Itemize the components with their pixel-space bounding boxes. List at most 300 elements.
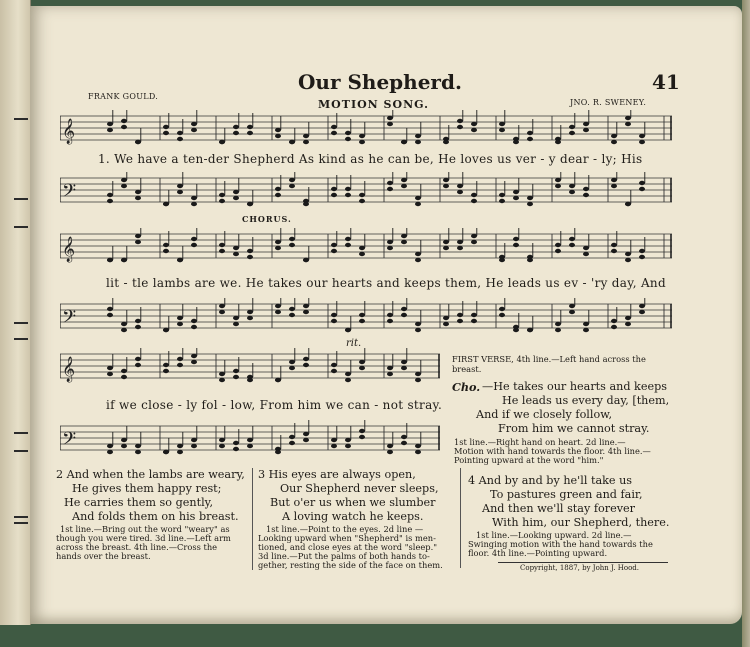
note-head [247, 202, 253, 206]
verse-3-line-3: But o'er us when we slumber [270, 496, 436, 509]
verse-4-line-3: And then we'll stay forever [482, 502, 635, 515]
note-head [625, 322, 631, 326]
verse-2-line-2: He gives them happy rest; [72, 482, 222, 495]
note-head [219, 304, 225, 308]
verse-4-line-2: To pastures green and fair, [490, 488, 643, 501]
note-head [625, 316, 631, 320]
note-head [135, 319, 141, 323]
note-head [345, 444, 351, 448]
note-head [387, 122, 393, 126]
lyric-line-3: if we close - ly fol - low, From him we can - not stray. [106, 398, 443, 412]
note-head [499, 122, 505, 126]
note-head [107, 450, 113, 454]
bass-staff-2 [60, 298, 672, 334]
note-head [569, 131, 575, 135]
note-head [233, 447, 239, 451]
note-head [191, 237, 197, 241]
note-head [639, 181, 645, 185]
music-staff-system-1 [60, 110, 672, 146]
note-head [219, 372, 225, 376]
note-head [107, 372, 113, 376]
note-head [289, 441, 295, 445]
note-head [289, 360, 295, 364]
note-head [471, 240, 477, 244]
song-title: Our Shepherd. [298, 70, 462, 94]
note-head [513, 196, 519, 200]
note-head [401, 140, 407, 144]
note-head [289, 140, 295, 144]
note-head [471, 199, 477, 203]
note-head [359, 360, 365, 364]
note-head [457, 319, 463, 323]
note-head [107, 128, 113, 132]
note-head [359, 199, 365, 203]
note-head [415, 258, 421, 262]
note-head [457, 190, 463, 194]
note-head [219, 193, 225, 197]
note-head [583, 328, 589, 332]
note-head [233, 125, 239, 129]
note-head [345, 137, 351, 141]
note-head [345, 372, 351, 376]
note-head [457, 184, 463, 188]
note-head [177, 363, 183, 367]
note-head [121, 184, 127, 188]
note-head [345, 193, 351, 197]
note-head [625, 252, 631, 256]
note-head [457, 313, 463, 317]
note-head [331, 369, 337, 373]
note-head [219, 378, 225, 382]
copyright-rule [498, 562, 668, 563]
note-head [233, 131, 239, 135]
note-head [359, 313, 365, 317]
note-head [443, 240, 449, 244]
note-head [233, 441, 239, 445]
note-head [331, 444, 337, 448]
note-head [499, 128, 505, 132]
chorus-label: CHORUS. [242, 214, 292, 224]
note-head [527, 202, 533, 206]
chorus-line-3: And if we closely follow, [476, 408, 612, 421]
note-head [177, 450, 183, 454]
note-head [401, 441, 407, 445]
note-head [303, 357, 309, 361]
note-head [359, 429, 365, 433]
note-head [387, 313, 393, 317]
note-head [177, 190, 183, 194]
note-head [177, 184, 183, 188]
note-head [247, 249, 253, 253]
note-head [191, 360, 197, 364]
chorus-text-label: Cho. [452, 380, 481, 394]
note-head [247, 125, 253, 129]
note-head [415, 328, 421, 332]
music-staff-system-2 [60, 228, 672, 264]
note-head [345, 237, 351, 241]
note-head [359, 134, 365, 138]
note-head [135, 196, 141, 200]
note-head [233, 196, 239, 200]
music-staff-system-2b [60, 298, 672, 334]
note-head [275, 246, 281, 250]
note-head [443, 246, 449, 250]
note-head [191, 128, 197, 132]
note-head [331, 438, 337, 442]
note-head [625, 116, 631, 120]
lyric-line-1: 1. We have a ten-der Shepherd As kind as he can be, He loves us ver - y dear - ly; His [98, 152, 643, 166]
note-head [387, 450, 393, 454]
note-head [219, 438, 225, 442]
chorus-line-2: He leads us every day, [them, [502, 394, 670, 407]
note-head [401, 184, 407, 188]
note-head [331, 319, 337, 323]
note-head [233, 190, 239, 194]
note-head [625, 258, 631, 262]
note-head [359, 366, 365, 370]
note-head [401, 307, 407, 311]
note-head [219, 444, 225, 448]
note-head [303, 438, 309, 442]
song-subtitle: MOTION SONG. [318, 98, 429, 111]
note-head [177, 357, 183, 361]
note-head [107, 122, 113, 126]
note-head [471, 122, 477, 126]
note-head [611, 319, 617, 323]
note-head [415, 444, 421, 448]
note-head [639, 255, 645, 259]
bass-staff-3 [60, 420, 440, 456]
note-head [471, 313, 477, 317]
clef-icon: 𝄢 [62, 181, 77, 206]
note-head [303, 258, 309, 262]
note-head [191, 196, 197, 200]
treble-staff-2 [60, 228, 672, 264]
verse-3-note-1: 1st line.—Point to the eyes. 2d line — [266, 524, 424, 534]
note-head [163, 328, 169, 332]
verse-2-note-3: across the breast. 4th line.—Cross the [56, 542, 218, 552]
note-head [611, 134, 617, 138]
verse-3-note-3: tioned, and close eyes at the word "sleep." [258, 542, 438, 552]
note-head [163, 363, 169, 367]
note-head [387, 116, 393, 120]
note-head [401, 178, 407, 182]
verse-3-note-5: gether, resting the side of the face on them. [258, 560, 443, 570]
note-head [639, 140, 645, 144]
note-head [583, 128, 589, 132]
note-head [121, 258, 127, 262]
treble-staff-1 [60, 110, 672, 146]
note-head [121, 125, 127, 129]
note-head [443, 178, 449, 182]
verse-3-note-4: 3d line.—Put the palms of both hands to- [258, 551, 430, 561]
note-head [163, 202, 169, 206]
note-head [555, 243, 561, 247]
note-head [289, 243, 295, 247]
note-head [163, 450, 169, 454]
note-head [303, 202, 309, 206]
note-head [471, 234, 477, 238]
note-head [527, 328, 533, 332]
first-verse-note-1: FIRST VERSE, 4th line.—Left hand across the [452, 354, 646, 364]
note-head [247, 255, 253, 259]
note-head [135, 240, 141, 244]
verse-2-line-1: 2 And when the lambs are weary, [56, 468, 245, 481]
note-head [499, 307, 505, 311]
note-head [583, 193, 589, 197]
note-head [163, 131, 169, 135]
note-head [177, 137, 183, 141]
note-head [121, 178, 127, 182]
note-head [499, 258, 505, 262]
note-head [233, 375, 239, 379]
note-head [401, 240, 407, 244]
note-head [569, 310, 575, 314]
note-head [233, 316, 239, 320]
verse-4-note-2: Swinging motion with the hand towards the [468, 539, 653, 549]
bass-staff-1 [60, 172, 672, 208]
note-head [359, 319, 365, 323]
note-head [415, 322, 421, 326]
note-head [415, 372, 421, 376]
note-head [583, 122, 589, 126]
note-head [443, 184, 449, 188]
copyright-notice: Copyright, 1887, by John J. Hood. [520, 564, 639, 572]
note-head [135, 234, 141, 238]
clef-icon: 𝄞 [62, 119, 76, 144]
note-head [163, 249, 169, 253]
note-head [443, 316, 449, 320]
note-head [387, 444, 393, 448]
note-head [233, 252, 239, 256]
note-head [177, 322, 183, 326]
note-head [611, 178, 617, 182]
verse-2-note-2: though you were tired. 3d line.—Left arm [56, 533, 231, 543]
note-head [121, 444, 127, 448]
note-head [247, 131, 253, 135]
note-head [471, 319, 477, 323]
note-head [275, 304, 281, 308]
note-head [625, 122, 631, 126]
note-head [289, 184, 295, 188]
note-head [569, 237, 575, 241]
note-head [191, 202, 197, 206]
note-head [401, 360, 407, 364]
note-head [387, 319, 393, 323]
note-head [457, 119, 463, 123]
note-head [471, 128, 477, 132]
note-head [345, 131, 351, 135]
note-head [555, 328, 561, 332]
page-number: 41 [652, 70, 680, 94]
note-head [345, 438, 351, 442]
note-head [219, 140, 225, 144]
note-head [387, 366, 393, 370]
note-head [401, 435, 407, 439]
songbook-page [30, 6, 742, 624]
note-head [191, 354, 197, 358]
note-head [499, 199, 505, 203]
note-head [611, 140, 617, 144]
note-head [177, 444, 183, 448]
note-head [583, 252, 589, 256]
note-head [387, 372, 393, 376]
note-head [345, 243, 351, 247]
music-staff-system-3 [60, 348, 440, 384]
note-head [303, 140, 309, 144]
note-head [639, 134, 645, 138]
composer-credit: JNO. R. SWENEY. [570, 98, 647, 107]
note-head [331, 131, 337, 135]
note-head [331, 125, 337, 129]
note-head [401, 366, 407, 370]
note-head [275, 240, 281, 244]
chorus-line-1: —He takes our hearts and keeps [482, 380, 667, 393]
note-head [359, 193, 365, 197]
clef-icon: 𝄢 [62, 307, 77, 332]
note-head [611, 249, 617, 253]
note-head [275, 193, 281, 197]
note-head [191, 122, 197, 126]
note-head [191, 319, 197, 323]
note-head [191, 438, 197, 442]
note-head [415, 134, 421, 138]
note-head [177, 131, 183, 135]
note-head [177, 316, 183, 320]
verse-3-line-4: A loving watch he keeps. [282, 510, 424, 523]
verse-2-note-1: 1st line.—Bring out the word "weary" as [60, 524, 230, 534]
verse-4-note-1: 1st line.—Looking upward. 2d line.— [476, 530, 632, 540]
note-head [289, 435, 295, 439]
note-head [345, 378, 351, 382]
note-head [331, 187, 337, 191]
note-head [135, 450, 141, 454]
note-head [219, 310, 225, 314]
note-head [107, 258, 113, 262]
chorus-note-2: Motion with hand towards the floor. 4th line.— [454, 446, 651, 456]
note-head [121, 328, 127, 332]
note-head [191, 325, 197, 329]
note-head [219, 243, 225, 247]
note-head [247, 316, 253, 320]
note-head [331, 363, 337, 367]
note-head [569, 184, 575, 188]
note-head [415, 196, 421, 200]
note-head [331, 193, 337, 197]
note-head [303, 310, 309, 314]
note-head [135, 357, 141, 361]
note-head [331, 243, 337, 247]
note-head [387, 240, 393, 244]
note-head [107, 199, 113, 203]
note-head [107, 313, 113, 317]
note-head [583, 187, 589, 191]
left-page-edge [0, 0, 31, 625]
note-head [569, 243, 575, 247]
verse-3-line-1: 3 His eyes are always open, [258, 468, 416, 481]
note-head [513, 237, 519, 241]
note-head [513, 140, 519, 144]
chorus-line-4: From him we cannot stray. [498, 422, 650, 435]
verse-2-line-4: And folds them on his breast. [72, 510, 239, 523]
note-head [499, 193, 505, 197]
note-head [471, 193, 477, 197]
note-head [275, 450, 281, 454]
note-head [289, 366, 295, 370]
note-head [247, 438, 253, 442]
note-head [415, 450, 421, 454]
note-head [121, 119, 127, 123]
note-head [303, 432, 309, 436]
note-head [513, 328, 519, 332]
note-head [359, 435, 365, 439]
note-head [457, 125, 463, 129]
note-head [443, 140, 449, 144]
note-head [107, 307, 113, 311]
note-head [289, 178, 295, 182]
note-head [499, 313, 505, 317]
note-head [331, 313, 337, 317]
clef-icon: 𝄞 [62, 357, 76, 382]
verse-3-note-2: Looking upward when "Shepherd" is men- [258, 533, 436, 543]
note-head [443, 322, 449, 326]
clef-icon: 𝄢 [62, 429, 77, 454]
note-head [163, 125, 169, 129]
note-head [625, 202, 631, 206]
note-head [387, 187, 393, 191]
note-head [639, 310, 645, 314]
note-head [415, 378, 421, 382]
note-head [611, 325, 617, 329]
note-head [639, 187, 645, 191]
note-head [275, 134, 281, 138]
lyric-line-2: lit - tle lambs are we. He takes our hearts and keeps them, He leads us ev - 'ry day, And [106, 276, 666, 290]
note-head [177, 258, 183, 262]
note-head [121, 375, 127, 379]
note-head [275, 187, 281, 191]
music-staff-system-1b [60, 172, 672, 208]
note-head [289, 307, 295, 311]
note-head [555, 249, 561, 253]
lyricist-credit: FRANK GOULD. [88, 92, 159, 101]
note-head [527, 258, 533, 262]
note-head [233, 369, 239, 373]
note-head [191, 444, 197, 448]
note-head [359, 246, 365, 250]
note-head [345, 187, 351, 191]
note-head [121, 322, 127, 326]
note-head [639, 249, 645, 253]
note-head [527, 137, 533, 141]
first-verse-note-2: breast. [452, 364, 482, 374]
note-head [555, 322, 561, 326]
note-head [555, 184, 561, 188]
note-head [569, 304, 575, 308]
note-head [135, 444, 141, 448]
note-head [303, 304, 309, 308]
note-head [513, 243, 519, 247]
verse-4-note-3: floor. 4th line.—Pointing upward. [468, 548, 608, 558]
note-head [121, 369, 127, 373]
note-head [275, 378, 281, 382]
note-head [163, 369, 169, 373]
note-head [135, 325, 141, 329]
note-head [121, 438, 127, 442]
note-head [611, 184, 617, 188]
verse-4-line-1: 4 And by and by he'll take us [468, 474, 633, 487]
chorus-note-1: 1st line.—Right hand on heart. 2d line.— [454, 437, 626, 447]
note-head [275, 310, 281, 314]
